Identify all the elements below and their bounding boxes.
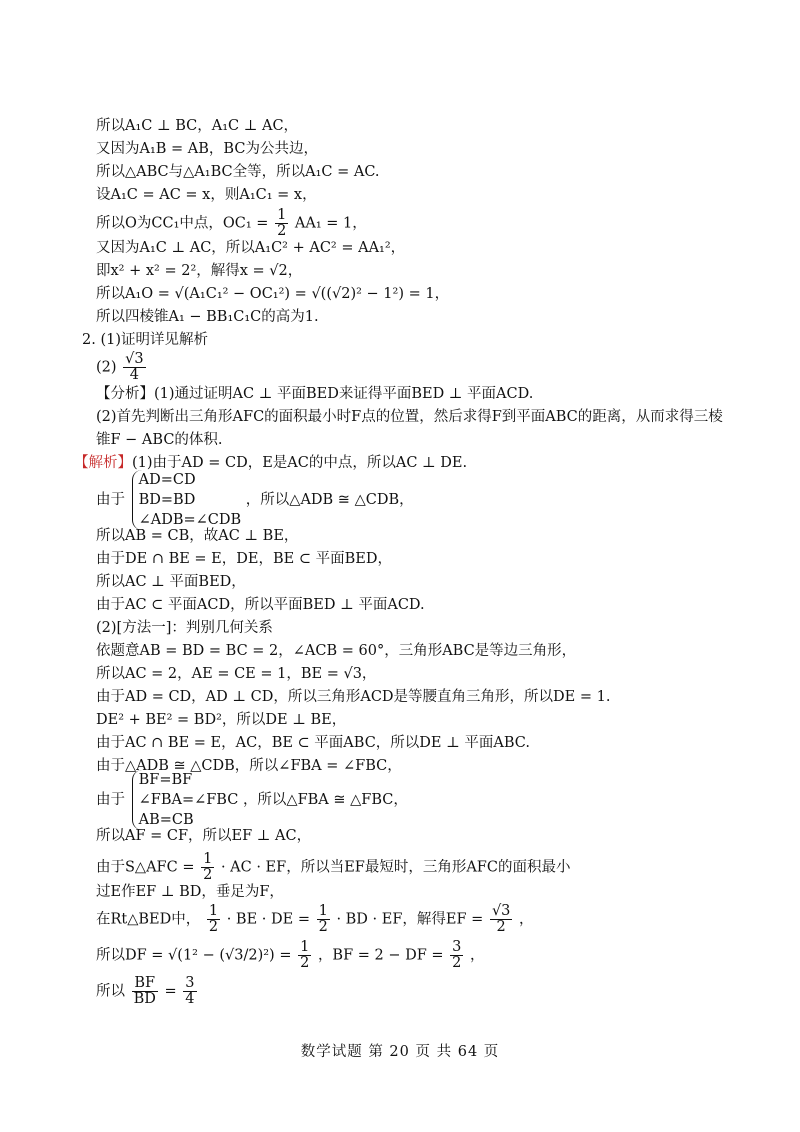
numerator: 1 [318, 903, 328, 919]
numerator: 1 [208, 903, 219, 919]
fraction [132, 976, 158, 1007]
system-row: ∠FBA=∠FBC [138, 792, 239, 808]
system-row: ∠ADB=∠CDB [138, 512, 242, 528]
text-line: 所以△ABC与△A₁BC全等，所以A₁C = AC. [96, 164, 380, 180]
text-segment: = [164, 983, 177, 1000]
analysis-line: 【分析】(1)通过证明AC ⊥ 平面BED来证得平面BED ⊥ 平面ACD. [96, 386, 534, 402]
system-row: BD=BD [138, 492, 196, 508]
denominator: 2 [318, 919, 328, 936]
text-line: 所以四棱锥A₁ − BB₁C₁C的高为1. [96, 309, 319, 325]
text-segment: ，所以△ADB ≅ △CDB， [245, 492, 414, 508]
text-segment: · BD · EF，解得EF = [336, 911, 484, 928]
text-segment: 由于 [96, 792, 125, 808]
text-segment: (1)由于AD = CD，E是AC的中点，所以AC ⊥ DE. [132, 455, 468, 471]
denominator: 2 [300, 955, 310, 972]
solution-tag: 【解析】 [74, 455, 132, 471]
text-segment: 在Rt△BED中， [96, 911, 201, 928]
text-line: (2)首先判断出三角形AFC的面积最小时F点的位置，然后求得F到平面ABC的距离，从而求得三棱 [96, 409, 723, 425]
text-line: 所以A₁C ⊥ BC，A₁C ⊥ AC， [96, 118, 299, 134]
text-segment: 所以O为CC₁中点，OC₁ = [96, 215, 269, 232]
fraction [317, 904, 330, 935]
text-segment: 由于S△AFC = [96, 859, 195, 876]
text-line: 所以AC ⊥ 平面BED， [96, 574, 246, 590]
text-line: 由于AC ∩ BE = E，AC，BE ⊂ 平面ABC，所以DE ⊥ 平面ABC. [96, 735, 530, 751]
fraction [490, 904, 512, 935]
system-row: BF=BF [138, 772, 193, 788]
text-segment: 所以DF = √(1² − (√3/2)²) = [96, 947, 292, 964]
text-line: 又因为A₁C ⊥ AC，所以A₁C² + AC² = AA₁²， [96, 240, 406, 256]
text-segment: ， [519, 911, 534, 928]
text-line: 所以AC = 2，AE = CE = 1，BE = √3， [96, 666, 377, 682]
text-line: 所以AB = CB，故AC ⊥ BE， [96, 528, 299, 544]
text-line: 又因为A₁B = AB，BC为公共边， [96, 141, 318, 157]
numerator: 3 [452, 939, 462, 955]
system-row: AD=CD [138, 472, 196, 488]
text-segment: · BE · DE = [226, 911, 310, 928]
text-segment: ， [470, 947, 485, 964]
equation-system [96, 770, 408, 830]
fraction [298, 940, 311, 971]
fraction [450, 940, 463, 971]
denominator: 2 [452, 955, 462, 972]
text-line [96, 852, 570, 883]
text-line: 由于DE ∩ BE = E，DE，BE ⊂ 平面BED， [96, 551, 392, 567]
denominator: 2 [203, 867, 213, 884]
numerator: 1 [277, 207, 287, 223]
text-segment: ，所以△FBA ≅ △FBC， [242, 792, 408, 808]
text-line: 所以A₁O = √(A₁C₁² − OC₁²) = √((√2)² − 1²) = 1， [96, 286, 450, 302]
text-segment: (2) [96, 359, 117, 376]
text-line [96, 904, 534, 935]
denominator: 2 [496, 919, 506, 936]
system-row: AB=CB [138, 812, 194, 828]
numerator: √3 [125, 351, 144, 367]
equation-system [96, 470, 414, 530]
page-footer: 数学试题 第 20 页 共 64 页 [300, 1044, 500, 1060]
text-line: 即x² + x² = 2²，解得x = √2， [96, 263, 303, 279]
text-segment: AA₁ = 1， [294, 215, 367, 232]
text-line: 所以AF = CF，所以EF ⊥ AC， [96, 828, 312, 844]
system-brace [132, 770, 239, 830]
numerator: 1 [300, 939, 310, 955]
denominator: 4 [185, 991, 195, 1008]
text-line: 由于AC ⊂ 平面ACD，所以平面BED ⊥ 平面ACD. [96, 597, 425, 613]
text-segment: 所以 [96, 983, 125, 1000]
numerator: √3 [491, 903, 511, 919]
denominator: BD [133, 991, 156, 1008]
text-line [96, 940, 485, 971]
fraction [123, 352, 145, 383]
text-line [96, 976, 199, 1007]
text-line: 设A₁C = AC = x，则A₁C₁ = x， [96, 187, 317, 203]
text-line: 锥F − ABC的体积. [96, 432, 223, 448]
numerator: 3 [185, 975, 195, 991]
text-segment: ，BF = 2 − DF = [317, 947, 444, 964]
text-line: DE² + BE² = BD²，所以DE ⊥ BE， [96, 712, 347, 728]
text-line: 依题意AB = BD = BC = 2，∠ACB = 60°，三角形ABC是等边三角形， [96, 643, 577, 659]
text-line: 由于AD = CD，AD ⊥ CD，所以三角形ACD是等腰直角三角形，所以DE = 1. [96, 689, 611, 705]
denominator: 4 [129, 367, 139, 384]
text-line: 过E作EF ⊥ BD，垂足为F， [96, 884, 284, 900]
fraction [201, 852, 214, 883]
text-line: (2)[方法一]：判别几何关系 [96, 620, 273, 636]
denominator: 2 [277, 223, 287, 240]
system-brace [132, 470, 242, 530]
denominator: 2 [208, 919, 219, 936]
fraction [275, 208, 288, 239]
text-line [96, 208, 367, 239]
numerator: 1 [203, 851, 213, 867]
text-line: 2. (1)证明详见解析 [82, 332, 208, 348]
text-segment: · AC · EF，所以当EF最短时，三角形AFC的面积最小 [220, 859, 571, 876]
numerator: BF [132, 976, 158, 992]
fraction [183, 976, 196, 1007]
text-line [96, 352, 148, 383]
text-line: 由于△ADB ≅ △CDB，所以∠FBA = ∠FBC， [96, 758, 402, 774]
fraction [207, 904, 220, 935]
text-segment: 由于 [96, 492, 125, 508]
